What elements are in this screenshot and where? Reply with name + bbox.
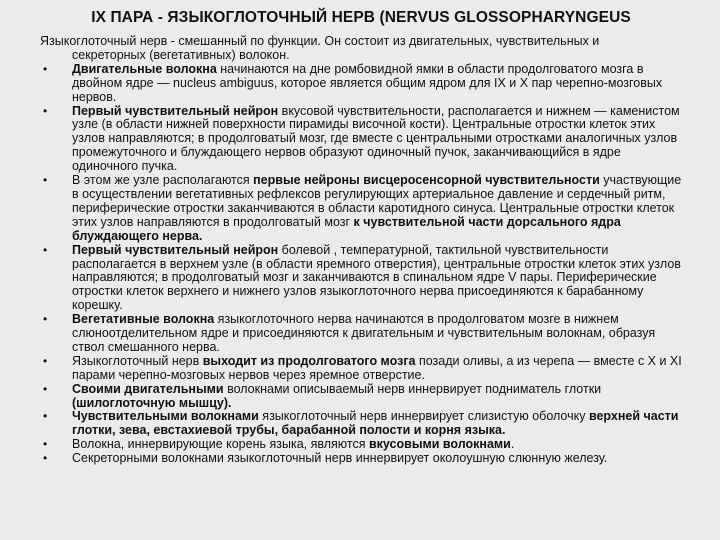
item-bold: вкусовыми волокнами xyxy=(368,437,511,452)
item-bold: (шилоглоточную мышцу). xyxy=(72,395,232,410)
list-item-first-sensory-neuron-pain xyxy=(40,244,682,314)
item-bold: Двигательные волокна xyxy=(72,61,217,76)
bullet-icon: • xyxy=(43,61,48,76)
item-text: начинаются на дне ромбовидной ямки в области продолговатого мозга в двойном ядре — nucleus ambiguus, которое является общим ядром для IX и X пар черепно-мозговых нервов. xyxy=(72,61,663,104)
item-text: позади оливы, а из черепа — вместе с X и XI парами черепно-мозговых нервов через яремное отверстие. xyxy=(72,353,682,382)
bullet-icon: • xyxy=(43,451,48,466)
item-text: Секреторными волокнами языкоглоточный нерв иннервирует околоушную слюнную железу. xyxy=(72,451,608,466)
item-bold: Первый чувствительный нейрон xyxy=(72,242,279,257)
bullet-icon: • xyxy=(43,437,48,452)
list-item-autonomic-fibers xyxy=(40,313,682,355)
item-bold: Своими двигательными xyxy=(72,381,224,396)
item-bold: верхней части глотки, зева, евстахиевой трубы, барабанной полости и корня языка. xyxy=(72,409,679,438)
list-item-motor-fibers xyxy=(40,63,682,105)
list-item-sensory-innervation xyxy=(40,410,682,438)
intro-line-1: Языкоглоточный нерв - смешанный по функции. Он состоит из двигательных, чувствительных и xyxy=(40,34,600,48)
item-text: В этом же узле располагаются xyxy=(72,173,254,188)
bullet-icon: • xyxy=(43,103,48,118)
item-bold: Чувствительными волокнами xyxy=(72,409,259,424)
item-text: языкоглоточный нерв иннервирует слизистую оболочку xyxy=(258,409,589,424)
list-item-motor-innervation xyxy=(40,383,682,411)
intro-paragraph xyxy=(40,35,682,63)
item-text: вкусовой чувствительности, располагается и нижнем — каменистом узле (в области нижней поверхности пирамиды височной кости). Центральные отростки клеток этих узлов направляются; в продолговатый мозг, где вместе с центральными отростками аналогичных узлов промежуточного и блуждающего нервов образуют одиночный пучок, заканчивающийся в ядре одиночного пучка. xyxy=(72,103,680,174)
item-text: болевой , температурной, тактильной чувствительности располагается в верхнем узле (в области яремного отверстия), центральные отростки клеток этих узлов направляются; в продолговатый мозг и заканчиваются в спинальном ядре V пары. Периферические отростки клеток верхнего и нижнего узлов языкоглоточного нерва присоединяются к барабанному корешку. xyxy=(72,242,681,313)
list-item-visceral-sensory xyxy=(40,174,682,244)
bullet-icon: • xyxy=(43,173,48,188)
bullet-icon: • xyxy=(43,312,48,327)
item-text: языкоглоточного нерва начинаются в продолговатом мозге в нижнем слюноотделительном ядре и присоединяются к двигательным и чувствительным волокнам, образуя ствол смешанного нерва. xyxy=(72,312,656,354)
item-text: Волокна, иннервирующие корень языка, являются xyxy=(72,437,369,452)
item-bold: Вегетативные волокна xyxy=(72,312,215,327)
list-item-secretory-fibers xyxy=(40,452,682,466)
item-text: Языкоглоточный нерв xyxy=(72,353,203,368)
list-item-nerve-exit xyxy=(40,355,682,383)
item-bold: выходит из продолговатого мозга xyxy=(202,353,416,368)
item-bold: Первый чувствительный нейрон xyxy=(72,103,279,118)
slide-title: IX ПАРА - ЯЗЫКОГЛОТОЧНЫЙ НЕРВ (NERVUS GLOSSOPHARYNGEUS xyxy=(91,9,631,26)
item-text: . xyxy=(510,437,515,452)
item-bold: первые нейроны висцеросенсорной чувствительности xyxy=(253,173,600,188)
bullet-icon: • xyxy=(43,242,48,257)
list-item-taste-fibers xyxy=(40,438,682,452)
bullet-icon: • xyxy=(43,381,48,396)
bullet-icon: • xyxy=(43,353,48,368)
bullet-list xyxy=(40,63,682,466)
item-text: волокнами описываемый нерв иннервирует подниматель глотки xyxy=(223,381,602,396)
item-bold: к чувствительной части дорсального ядра блуждающего нерва. xyxy=(72,214,621,243)
bullet-icon: • xyxy=(43,409,48,424)
intro-line-2: секреторных (вегетативных) волокон. xyxy=(72,47,290,62)
item-text: участвующие в осуществлении вегетативных рефлексов регулирующих артериальное давление и сердечный ритм, периферические отростки заканчиваются в области каротидного синуса. Центральные отростки клеток этих узлов направляются в продолговатый мозг xyxy=(72,173,682,229)
list-item-first-sensory-neuron-taste xyxy=(40,105,682,175)
